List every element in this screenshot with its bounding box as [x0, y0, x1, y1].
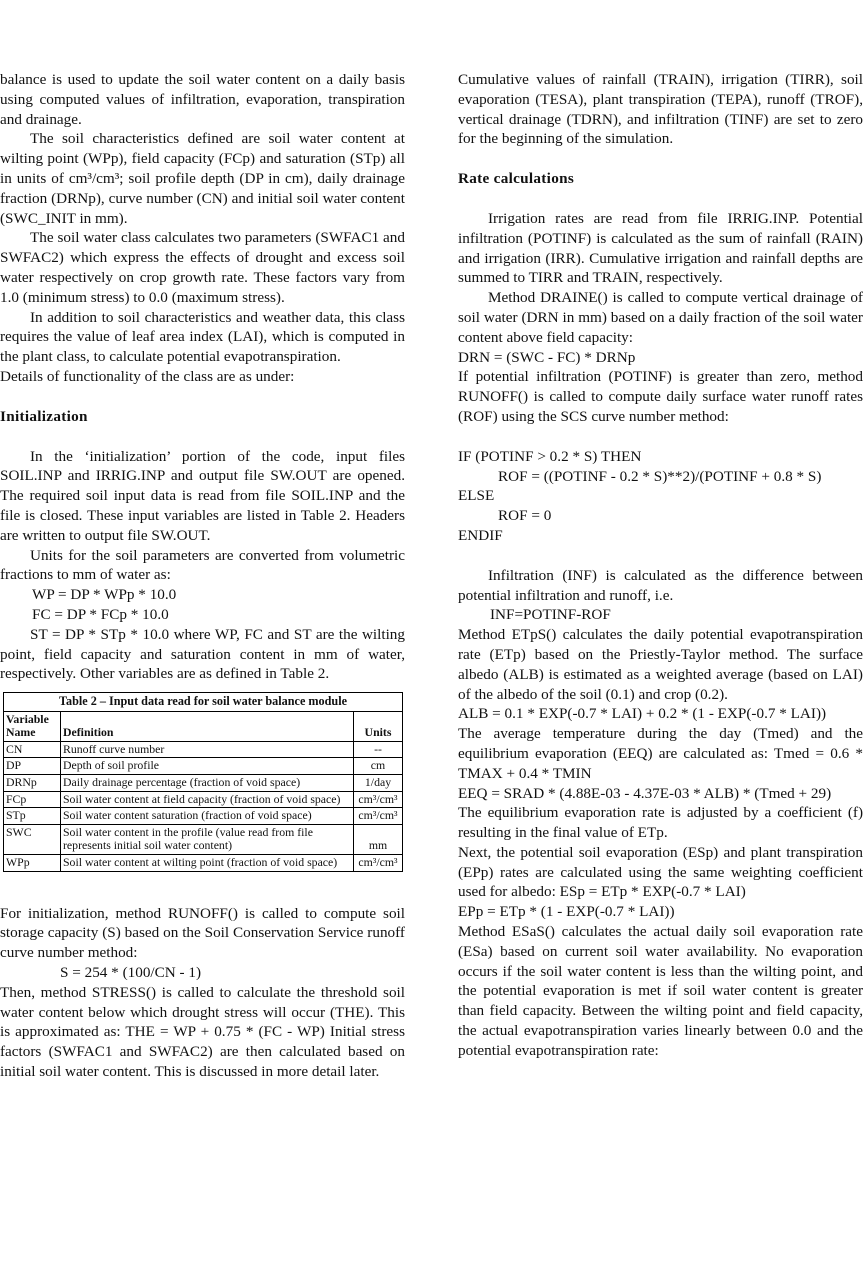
equation-alb: ALB = 0.1 * EXP(-0.7 * LAI) + 0.2 * (1 - EXP(-0.7 * LAI)) — [458, 705, 827, 723]
table-row — [4, 775, 403, 792]
cell-name: FCp — [4, 791, 61, 808]
cell-name: WPp — [4, 855, 61, 872]
cell-units: 1/day — [354, 775, 403, 792]
cell-units: cm³/cm³ — [354, 855, 403, 872]
paragraph: Units for the soil parameters are converted from volumetric fractions to mm of water as: — [0, 546, 405, 584]
cell-units: -- — [354, 741, 403, 758]
code-rof-zero: ROF = 0 — [498, 507, 552, 525]
equation-wp: WP = DP * WPp * 10.0 — [32, 586, 177, 604]
code-else: ELSE — [458, 487, 495, 505]
table-row — [4, 741, 403, 758]
cell-units: cm — [354, 758, 403, 775]
code-if: IF (POTINF > 0.2 * S) THEN — [458, 447, 642, 465]
section-heading-initialization: Initialization — [0, 407, 88, 425]
section-heading-rate-calculations: Rate calculations — [458, 170, 575, 188]
table-row — [4, 855, 403, 872]
paragraph: balance is used to update the soil water content on a daily basis using computed values of infiltration, evaporation, transpiration and drainage. — [0, 71, 405, 128]
left-column — [0, 70, 405, 1082]
cell-units: cm³/cm³ — [354, 791, 403, 808]
cell-units: cm³/cm³ — [354, 808, 403, 825]
paragraph: Next, the potential soil evaporation (ESp) and plant transpiration (EPp) rates are calculated using the same weighting coefficient used for albedo: ESp = ETp * EXP(-0.7 * LAI) — [458, 843, 863, 901]
column-header-units: Units — [354, 711, 403, 741]
cell-units: mm — [354, 824, 403, 854]
cell-definition: Soil water content in the profile (value read from file represents initial soil water content) — [61, 824, 354, 854]
paragraph: Method ESaS() calculates the actual daily soil evaporation rate (ESa) based on current soil water availability. No evaporation occurs if the soil water content is less than the wilting point, and the potential evaporation is met if soil water content is greater than field capacity. Between the wilting point and field capacity, the actual evapotranspiration varies linearly between 0.0 and the potential evapotranspiration rate: — [458, 923, 863, 1059]
equation-inf: INF=POTINF-ROF — [490, 606, 611, 624]
paragraph: If potential infiltration (POTINF) is greater than zero, method RUNOFF() is called to compute daily surface water runoff rates (ROF) using the SCS curve number method: — [458, 368, 863, 425]
cell-name: DP — [4, 758, 61, 775]
code-rof-formula: ROF = ((POTINF - 0.2 * S)**2)/(POTINF + 0.8 * S) — [498, 467, 822, 485]
paragraph: Method DRAINE() is called to compute vertical drainage of soil water (DRN in mm) based on a daily fraction of the soil water content above field capacity: — [458, 289, 863, 346]
cell-name: SWC — [4, 824, 61, 854]
cell-name: DRNp — [4, 775, 61, 792]
cell-definition: Depth of soil profile — [61, 758, 354, 775]
paragraph: The soil characteristics defined are soil water content at wilting point (WPp), field capacity (FCp) and saturation (STp) all in units of cm³/cm³; soil profile depth (DP in cm), daily drainage fraction (DRNp), curve number (CN) and initial soil water content (SWC_INIT in mm). — [0, 130, 405, 227]
cell-definition: Soil water content saturation (fraction of void space) — [61, 808, 354, 825]
equation-fc: FC = DP * FCp * 10.0 — [32, 605, 169, 623]
cell-definition: Daily drainage percentage (fraction of void space) — [61, 775, 354, 792]
equation-s: S = 254 * (100/CN - 1) — [60, 964, 202, 982]
paragraph: Cumulative values of rainfall (TRAIN), irrigation (TIRR), soil evaporation (TESA), plant transpiration (TEPA), runoff (TROF), vertical drainage (TDRN), and infiltration (TINF) are set to zero for the beginning of the simulation. — [458, 71, 863, 148]
paragraph: Then, method STRESS() is called to calculate the threshold soil water content below which drought stress will occur (THE). This is approximated as: THE = WP + 0.75 * (FC - WP) Initial stress factors (SWFAC1 and SWFAC2) are then calculated based on initial soil water content. This is discussed in more detail later. — [0, 983, 405, 1081]
paragraph: Infiltration (INF) is calculated as the difference between potential infiltration and runoff, i.e. — [458, 566, 863, 604]
table-row — [4, 791, 403, 808]
paragraph: In the ‘initialization’ portion of the code, input files SOIL.INP and IRRIG.INP and output file SW.OUT are opened. The required soil input data is read from file SOIL.INP and the file is closed. These input variables are listed in Table 2. Headers are written to output file SW.OUT. — [0, 447, 405, 544]
paragraph: In addition to soil characteristics and weather data, this class requires the value of leaf area index (LAI), which is computed in the plant class, to calculate potential evapotranspiration. — [0, 308, 405, 366]
paragraph: The average temperature during the day (Tmed) and the equilibrium evaporation (EEQ) are calculated as: Tmed = 0.6 * TMAX + 0.4 * TMIN — [458, 725, 863, 782]
code-endif: ENDIF — [458, 526, 503, 544]
table-row — [4, 808, 403, 825]
equation-epp: EPp = ETp * (1 - EXP(-0.7 * LAI)) — [458, 903, 675, 921]
paragraph: ST = DP * STp * 10.0 where WP, FC and ST are the wilting point, field capacity and saturation content in mm of water, respectively. Other variables are as defined in Table 2. — [0, 625, 405, 683]
cell-name: STp — [4, 808, 61, 825]
paragraph: For initialization, method RUNOFF() is called to compute soil storage capacity (S) based on the Soil Conservation Service runoff curve number method: — [0, 904, 405, 962]
paragraph: Method ETpS() calculates the daily potential evapotranspiration rate (ETp) based on the Priestly-Taylor method. The surface albedo (ALB) is estimated as a weighted average (based on LAI) of the albedo of the soil (0.1) and crop (0.2). — [458, 626, 863, 703]
equation-drn: DRN = (SWC - FC) * DRNp — [458, 348, 636, 366]
paragraph: EEQ = SRAD * (4.88E-03 - 4.37E-03 * ALB) * (Tmed + 29) — [458, 784, 832, 802]
cell-definition: Runoff curve number — [61, 741, 354, 758]
table-row — [4, 758, 403, 775]
paragraph: Details of functionality of the class are as under: — [0, 367, 295, 385]
input-data-table — [3, 692, 403, 872]
cell-name: CN — [4, 741, 61, 758]
table-2 — [3, 692, 403, 872]
paragraph: Irrigation rates are read from file IRRIG.INP. Potential infiltration (POTINF) is calculated as the sum of rainfall (RAIN) and irrigation (IRR). Cumulative irrigation and rainfall depths are summed to TIRR and TRAIN, respectively. — [458, 209, 863, 287]
cell-definition: Soil water content at field capacity (fraction of void space) — [61, 791, 354, 808]
cell-definition: Soil water content at wilting point (fraction of void space) — [61, 855, 354, 872]
right-column — [458, 70, 863, 1061]
column-header-definition: Definition — [61, 711, 354, 741]
paragraph: The equilibrium evaporation rate is adjusted by a coefficient (f) resulting in the final value of ETp. — [458, 804, 863, 842]
paragraph: The soil water class calculates two parameters (SWFAC1 and SWFAC2) which express the effects of drought and excess soil water respectively on crop growth rate. These factors vary from 1.0 (minimum stress) to 0.0 (maximum stress). — [0, 229, 405, 306]
table-caption: Table 2 – Input data read for soil water balance module — [4, 693, 403, 712]
table-row — [4, 824, 403, 854]
column-header-variable-name: Variable Name — [4, 711, 61, 741]
